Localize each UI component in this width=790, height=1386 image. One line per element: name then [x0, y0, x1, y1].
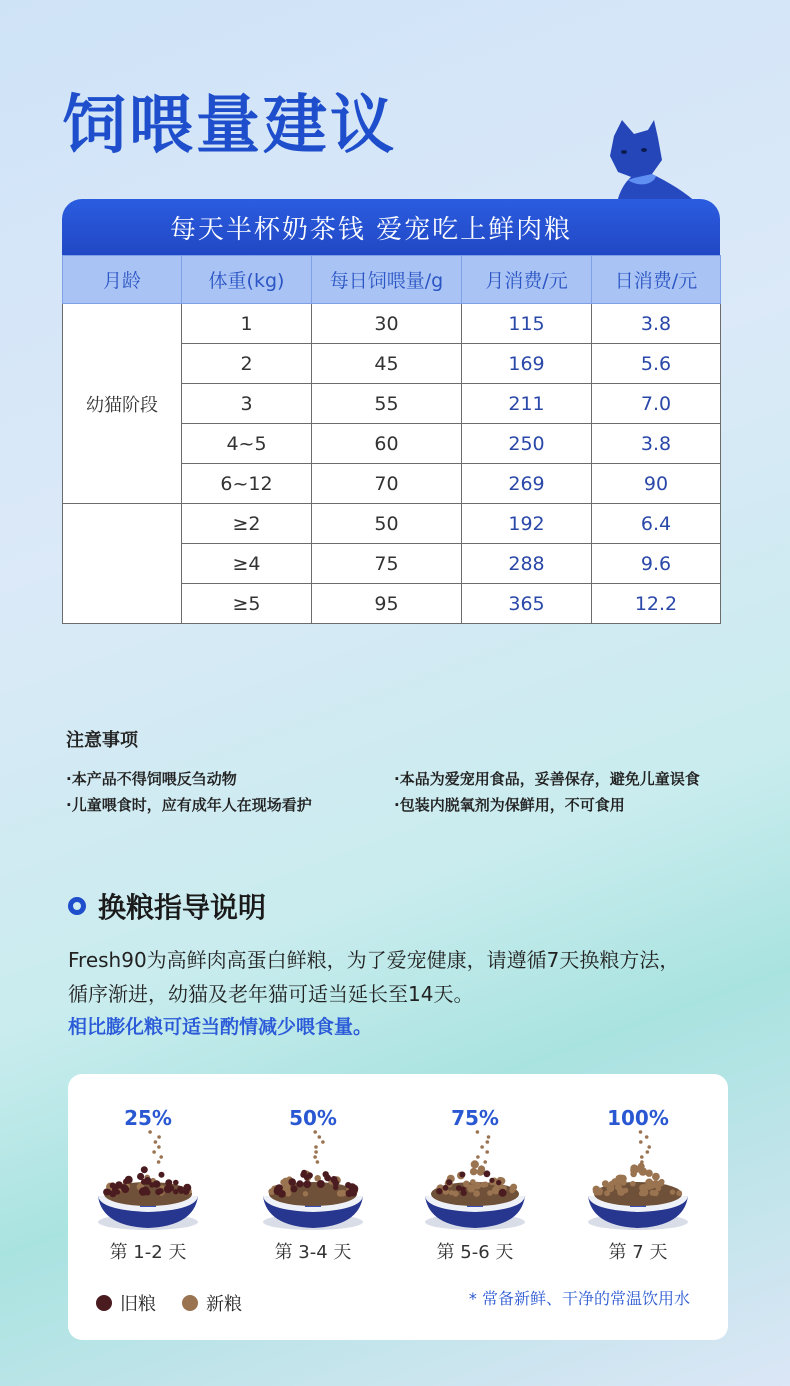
falling-kibble: [152, 1150, 156, 1154]
new-kibble: [615, 1184, 622, 1191]
falling-kibble: [316, 1160, 320, 1164]
old-kibble: [121, 1185, 129, 1193]
cell-monthly: 115: [462, 304, 592, 344]
note-item: ·包装内脱氧剂为保鲜用，不可食用: [394, 796, 625, 814]
old-kibble: [179, 1189, 184, 1194]
step-percent: 100%: [607, 1106, 669, 1130]
guide-title-text: 换粮指导说明: [98, 891, 267, 924]
new-kibble: [645, 1170, 652, 1177]
food-bowl-icon: [253, 1130, 373, 1234]
old-kibble: [153, 1180, 161, 1188]
cell-daily: 95: [312, 584, 462, 624]
stage-adult: [63, 504, 182, 624]
col-header-day-cost: 日消费/元: [592, 256, 721, 304]
old-kibble: [446, 1179, 452, 1185]
new-kibble: [481, 1182, 487, 1188]
legend: [96, 1290, 242, 1316]
new-kibble: [676, 1190, 682, 1196]
falling-kibble: [640, 1160, 644, 1164]
guide-text-line: Fresh90为高鲜肉高蛋白鲜粮，为了爱宠健康，请遵循7天换粮方法，: [68, 948, 680, 972]
cell-monthly: 192: [462, 504, 592, 544]
falling-kibble: [157, 1135, 161, 1139]
table-row: [63, 304, 721, 344]
new-kibble: [650, 1190, 656, 1196]
old-food-dot-icon: [96, 1295, 112, 1311]
old-kibble: [288, 1178, 296, 1186]
new-kibble: [510, 1186, 516, 1192]
cell-day-cost: 12.2: [592, 584, 721, 624]
step-day: 第 5-6 天: [436, 1242, 514, 1263]
old-kibble: [173, 1180, 179, 1186]
new-kibble: [303, 1191, 308, 1196]
food-bowl-icon: [578, 1130, 698, 1234]
notes-title: 注意事项: [66, 730, 138, 751]
step-percent: 25%: [124, 1106, 172, 1130]
col-header-age: 月龄: [63, 256, 182, 304]
falling-kibble: [157, 1160, 161, 1164]
falling-kibble: [157, 1145, 161, 1149]
new-kibble: [285, 1191, 291, 1197]
step-day: 第 7 天: [608, 1242, 668, 1263]
falling-kibble: [486, 1140, 490, 1144]
falling-kibble: [148, 1130, 152, 1134]
old-kibble: [484, 1170, 491, 1177]
cell-daily: 60: [312, 424, 462, 464]
food-bowl-icon: [88, 1130, 208, 1234]
old-kibble: [141, 1179, 147, 1185]
legend-old-label: 旧粮: [120, 1294, 156, 1315]
note-item: ·本品为爱宠用食品，妥善保存，避免儿童误食: [394, 770, 700, 788]
new-kibble: [453, 1191, 459, 1197]
guide-section-title: [68, 886, 266, 926]
falling-kibble: [313, 1130, 317, 1134]
cell-weight: ≥4: [182, 544, 312, 584]
stage-kitten: 幼猫阶段: [63, 304, 182, 504]
cell-monthly: 211: [462, 384, 592, 424]
table-header-row: [63, 256, 721, 304]
transition-card: [68, 1074, 728, 1340]
old-kibble: [159, 1172, 165, 1178]
cell-weight: 2: [182, 344, 312, 384]
old-kibble: [350, 1190, 357, 1197]
cell-daily: 30: [312, 304, 462, 344]
falling-kibble: [314, 1150, 318, 1154]
step-percent: 50%: [289, 1106, 337, 1130]
new-kibble: [471, 1160, 479, 1168]
new-kibble: [659, 1179, 665, 1185]
step-day: 第 1-2 天: [109, 1242, 187, 1263]
note-item: ·儿童喂食时，应有成年人在现场看护: [66, 796, 312, 814]
falling-kibble: [313, 1155, 317, 1159]
cell-monthly: 250: [462, 424, 592, 464]
cell-day-cost: 90: [592, 464, 721, 504]
cell-weight: 1: [182, 304, 312, 344]
step-percent: 75%: [451, 1106, 499, 1130]
old-kibble: [296, 1180, 303, 1187]
cell-day-cost: 3.8: [592, 304, 721, 344]
cell-weight: 6~12: [182, 464, 312, 504]
new-kibble: [340, 1190, 347, 1197]
cell-daily: 75: [312, 544, 462, 584]
cell-day-cost: 9.6: [592, 544, 721, 584]
falling-kibble: [483, 1160, 487, 1164]
new-kibble: [670, 1189, 675, 1194]
falling-kibble: [480, 1145, 484, 1149]
cell-weight: ≥2: [182, 504, 312, 544]
old-kibble: [443, 1185, 449, 1191]
falling-kibble: [159, 1155, 163, 1159]
old-kibble: [436, 1188, 442, 1194]
old-kibble: [173, 1189, 178, 1194]
falling-kibble: [476, 1155, 480, 1159]
old-kibble: [112, 1186, 119, 1193]
page-title: 饲喂量建议: [62, 89, 397, 163]
cell-monthly: 169: [462, 344, 592, 384]
cell-daily: 45: [312, 344, 462, 384]
feeding-table-card: [62, 199, 720, 624]
old-kibble: [496, 1180, 501, 1185]
col-header-weight: 体重(kg): [182, 256, 312, 304]
new-food-dot-icon: [182, 1295, 198, 1311]
new-kibble: [645, 1179, 653, 1187]
old-kibble: [499, 1189, 507, 1197]
cell-monthly: 288: [462, 544, 592, 584]
new-kibble: [608, 1181, 614, 1187]
falling-kibble: [639, 1130, 643, 1134]
cell-daily: 55: [312, 384, 462, 424]
old-kibble: [303, 1180, 311, 1188]
old-kibble: [460, 1187, 465, 1192]
new-kibble: [467, 1185, 475, 1193]
old-kibble: [274, 1186, 280, 1192]
falling-kibble: [314, 1145, 318, 1149]
old-kibble: [141, 1166, 148, 1173]
old-kibble: [103, 1189, 110, 1196]
new-kibble: [470, 1179, 476, 1185]
old-kibble: [330, 1176, 337, 1183]
cell-day-cost: 5.6: [592, 344, 721, 384]
note-item: ·本产品不得饲喂反刍动物: [66, 770, 237, 788]
falling-kibble: [321, 1140, 325, 1144]
falling-kibble: [154, 1140, 158, 1144]
step-day: 第 3-4 天: [274, 1242, 352, 1263]
falling-kibble: [476, 1130, 480, 1134]
falling-kibble: [647, 1145, 651, 1149]
new-kibble: [656, 1186, 662, 1192]
old-kibble: [183, 1184, 191, 1192]
cell-day-cost: 7.0: [592, 384, 721, 424]
new-kibble: [630, 1181, 636, 1187]
old-kibble: [317, 1180, 325, 1188]
cell-weight: 3: [182, 384, 312, 424]
new-kibble: [653, 1175, 659, 1181]
falling-kibble: [487, 1135, 491, 1139]
new-kibble: [472, 1169, 477, 1174]
guide-text-line: 循序渐进，幼猫及老年猫可适当延长至14天。: [68, 982, 474, 1006]
new-kibble: [477, 1168, 484, 1175]
cell-monthly: 365: [462, 584, 592, 624]
cell-daily: 70: [312, 464, 462, 504]
legend-new-label: 新粮: [206, 1294, 242, 1315]
cell-day-cost: 6.4: [592, 504, 721, 544]
food-bowl-icon: [415, 1130, 535, 1234]
new-kibble: [639, 1184, 647, 1192]
falling-kibble: [318, 1135, 322, 1139]
new-kibble: [604, 1190, 610, 1196]
cell-daily: 50: [312, 504, 462, 544]
old-kibble: [323, 1171, 329, 1177]
old-kibble: [144, 1189, 150, 1195]
bullet-ring-icon: [68, 897, 86, 915]
old-kibble: [164, 1185, 172, 1193]
cell-weight: ≥5: [182, 584, 312, 624]
table-banner: 每天半杯奶茶钱 爱宠吃上鲜肉粮: [62, 199, 720, 255]
falling-kibble: [646, 1150, 650, 1154]
new-kibble: [630, 1164, 638, 1172]
old-kibble: [125, 1176, 133, 1184]
old-kibble: [291, 1185, 298, 1192]
falling-kibble: [639, 1140, 643, 1144]
water-note: * 常备新鲜、干净的常温饮用水: [468, 1289, 690, 1308]
feeding-table: [62, 255, 721, 624]
table-row: [63, 504, 721, 544]
cell-monthly: 269: [462, 464, 592, 504]
col-header-daily: 每日饲喂量/g: [312, 256, 462, 304]
col-header-monthly: 月消费/元: [462, 256, 592, 304]
cell-day-cost: 3.8: [592, 424, 721, 464]
old-kibble: [300, 1172, 306, 1178]
old-kibble: [155, 1189, 161, 1195]
new-kibble: [593, 1186, 600, 1193]
cell-weight: 4~5: [182, 424, 312, 464]
falling-kibble: [645, 1135, 649, 1139]
new-kibble: [616, 1175, 624, 1183]
falling-kibble: [485, 1150, 489, 1154]
old-kibble: [459, 1172, 465, 1178]
new-kibble: [487, 1190, 493, 1196]
new-kibble: [280, 1179, 286, 1185]
old-kibble: [348, 1183, 356, 1191]
old-kibble: [489, 1178, 494, 1183]
guide-highlight: 相比膨化粮可适当酌情减少喂食量。: [68, 1016, 373, 1038]
falling-kibble: [640, 1155, 644, 1159]
